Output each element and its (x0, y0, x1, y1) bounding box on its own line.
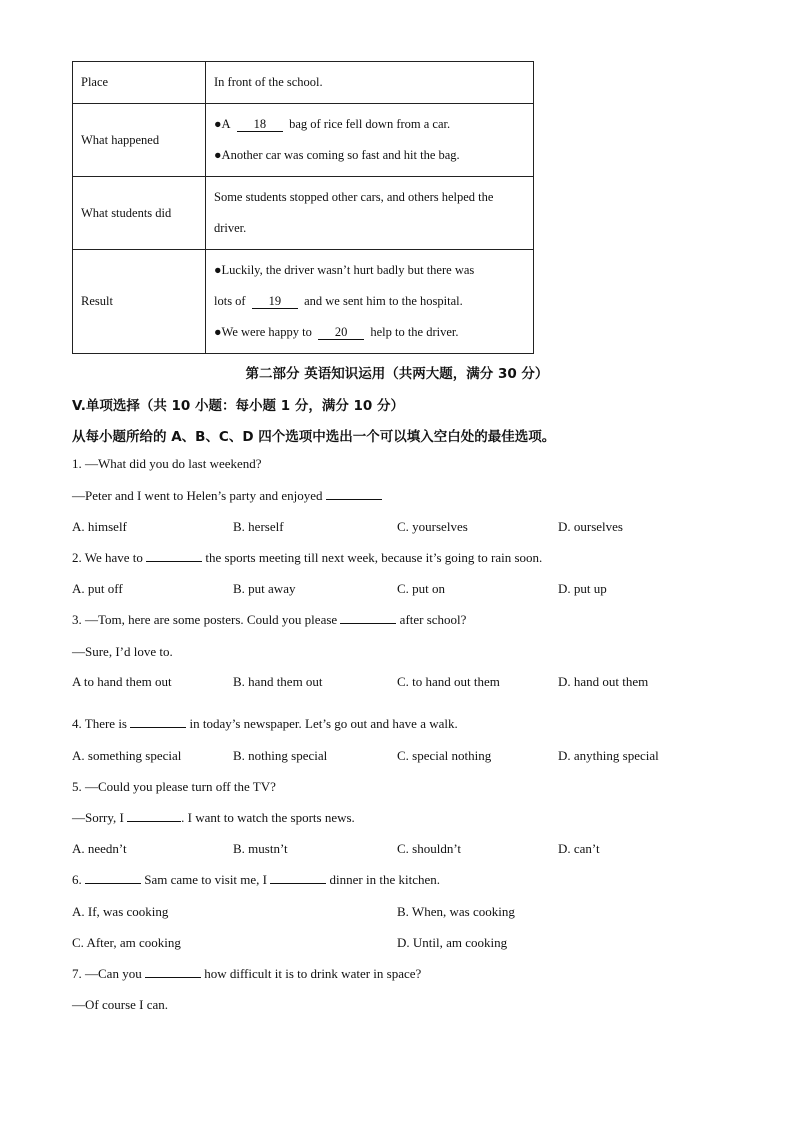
q6-option-b[interactable]: B. When, was cooking (397, 904, 515, 919)
table-value-place: In front of the school. (206, 62, 534, 104)
blank-19[interactable]: 19 (252, 294, 298, 309)
table-label-happened: What happened (73, 104, 206, 177)
q2-option-c[interactable]: C. put on (397, 581, 446, 596)
students-line-2: driver. (214, 221, 247, 235)
answer-blank[interactable] (145, 966, 201, 978)
q3-line-2: —Sure, I’d love to. (72, 644, 173, 659)
q1-line-2: —Peter and I went to Helen’s party and enjoyed (72, 488, 382, 504)
instruction: 从每小题所给的 A、B、C、D 四个选项中选出一个可以填入空白处的最佳选项。 (72, 429, 556, 445)
q3-option-b[interactable]: B. hand them out (233, 674, 323, 689)
q4-option-b[interactable]: B. nothing special (233, 748, 328, 763)
table-row (73, 250, 534, 354)
q5-option-c[interactable]: C. shouldn’t (397, 841, 462, 856)
q5-option-d[interactable]: D. can’t (558, 841, 600, 856)
table-label-result: Result (73, 250, 206, 354)
answer-blank[interactable] (127, 810, 181, 822)
table-value-happened (206, 104, 534, 177)
q3-option-d[interactable]: D. hand out them (558, 674, 649, 689)
info-table (72, 61, 534, 354)
table-row (73, 62, 534, 104)
q4-option-c[interactable]: C. special nothing (397, 748, 492, 763)
q4-stem: 4. There is in today’s newspaper. Let’s go out and have a walk. (72, 716, 458, 731)
answer-blank[interactable] (270, 872, 326, 884)
q4-option-a[interactable]: A. something special (72, 748, 182, 763)
table-row (73, 177, 534, 250)
q5-option-a[interactable]: A. needn’t (72, 841, 127, 856)
table-value-result (206, 250, 534, 354)
q1-option-c[interactable]: C. yourselves (397, 519, 468, 534)
q5-line-2: —Sorry, I . I want to watch the sports news. (72, 810, 355, 825)
q7-line-2: —Of course I can. (72, 997, 169, 1012)
q5-stem: 5. —Could you please turn off the TV? (72, 779, 276, 794)
q6-option-d[interactable]: D. Until, am cooking (397, 935, 508, 950)
answer-blank[interactable] (146, 550, 202, 562)
q4-option-d[interactable]: D. anything special (558, 748, 659, 763)
q1-option-a[interactable]: A. himself (72, 519, 127, 534)
answer-blank[interactable] (130, 716, 186, 728)
part-title: 第二部分 英语知识运用（共两大题，满分 30 分） (245, 366, 549, 382)
students-line-1: Some students stopped other cars, and others helped the (214, 190, 494, 204)
q3-option-a[interactable]: A to hand them out (72, 674, 172, 689)
q5-option-b[interactable]: B. mustn’t (233, 841, 288, 856)
q3-option-c[interactable]: C. to hand out them (397, 674, 500, 689)
table-row (73, 104, 534, 177)
q1-option-d[interactable]: D. ourselves (558, 519, 623, 534)
result-line-1: ●Luckily, the driver wasn’t hurt badly but there was (214, 263, 475, 277)
answer-blank[interactable] (85, 872, 141, 884)
q1-option-b[interactable]: B. herself (233, 519, 284, 534)
result-line-2: lots of 19 and we sent him to the hospital. (214, 294, 463, 308)
result-line-3: ●We were happy to 20 help to the driver. (214, 325, 459, 339)
answer-blank[interactable] (326, 488, 382, 500)
table-label-students: What students did (73, 177, 206, 250)
q6-option-c[interactable]: C. After, am cooking (72, 935, 181, 950)
section-title: V.单项选择（共 10 小题：每小题 1 分，满分 10 分） (72, 398, 405, 414)
q7-stem: 7. —Can you how difficult it is to drink water in space? (72, 966, 422, 981)
q2-option-d[interactable]: D. put up (558, 581, 607, 596)
q6-option-a[interactable]: A. If, was cooking (72, 904, 169, 919)
table-value-students (206, 177, 534, 250)
q1-stem: 1. —What did you do last weekend? (72, 456, 262, 471)
q3-stem: 3. —Tom, here are some posters. Could you please after school? (72, 612, 467, 627)
q2-option-a[interactable]: A. put off (72, 581, 123, 596)
table-label-place: Place (73, 62, 206, 104)
q2-option-b[interactable]: B. put away (233, 581, 296, 596)
happened-line-1: ●A 18 bag of rice fell down from a car. (214, 117, 451, 131)
happened-line-2: ●Another car was coming so fast and hit the bag. (214, 148, 460, 162)
q2-stem: 2. We have to the sports meeting till next week, because it’s going to rain soon. (72, 550, 543, 565)
blank-20[interactable]: 20 (318, 325, 364, 340)
answer-blank[interactable] (340, 612, 396, 624)
blank-18[interactable]: 18 (237, 117, 283, 132)
q6-stem: 6. Sam came to visit me, I dinner in the kitchen. (72, 872, 440, 887)
